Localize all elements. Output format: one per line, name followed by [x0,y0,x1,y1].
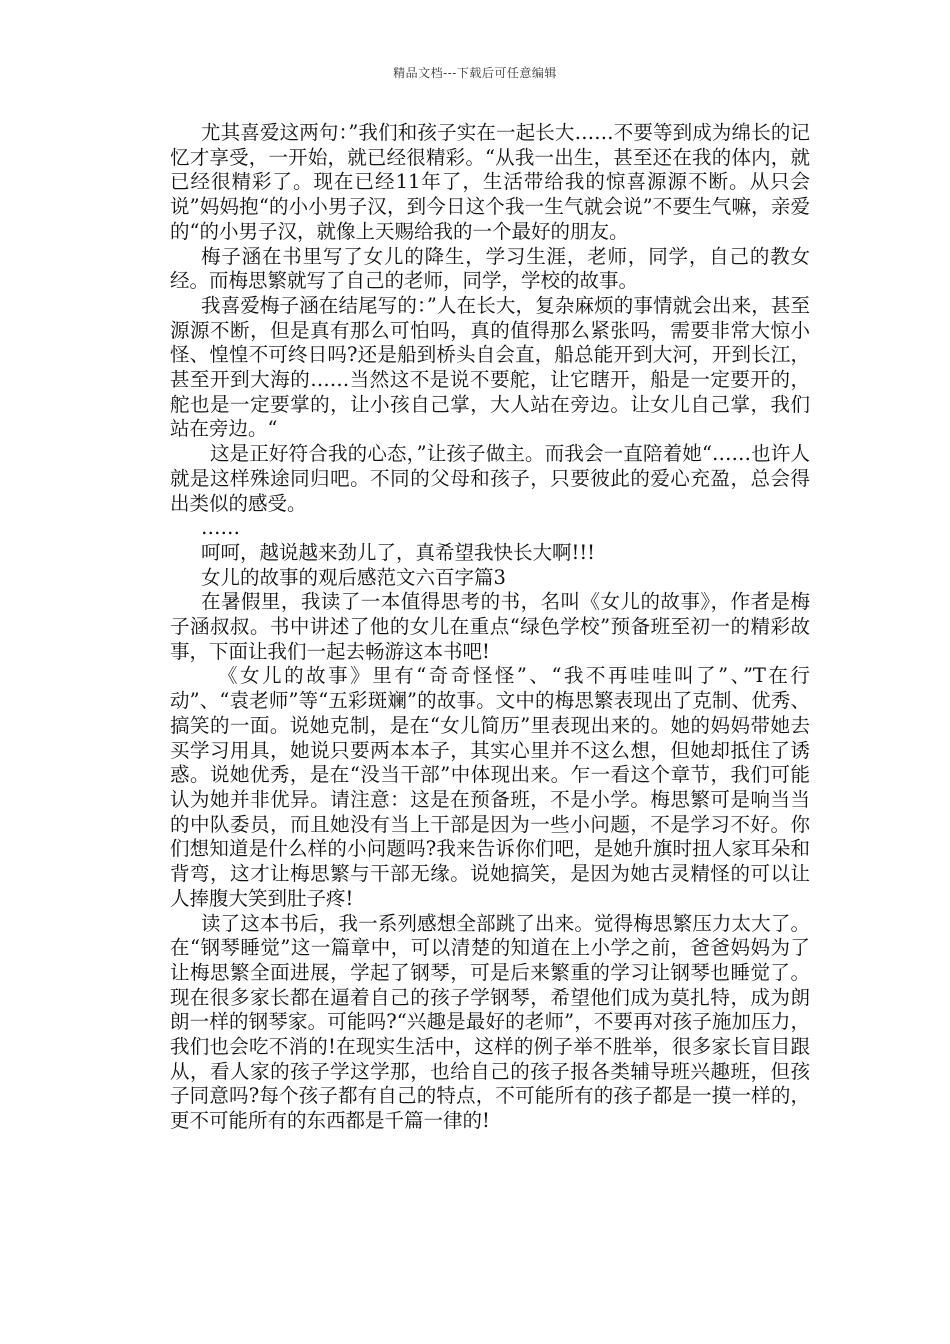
paragraph: 读了这本书后，我一系列感想全部跳了出来。觉得梅思繁压力太大了。在“钢琴睡觉”这一篇章中，可以清楚的知道在上小学之前，爸爸妈妈为了让梅思繁全面进展，学起了钢琴，可是后来繁重的学习让钢琴也睡觉了。现在很多家长都在逼着自己的孩子学钢琴，希望他们成为莫扎特，成为朗朗一样的钢琴家。可能吗?“兴趣是最好的老师”，不要再对孩子施加压力，我们也会吃不消的!在现实生活中，这样的例子举不胜举，很多家长盲目跟从，看人家的孩子学这学那，也给自己的孩子报各类辅导班兴趣班，但孩子同意吗?每个孩子都有自己的特点，不可能所有的孩子都是一摸一样的，更不可能所有的东西都是千篇一律的! [170,911,810,1133]
page-header: 精品文档---下载后可任意编辑 [393,66,557,80]
paragraph: 这是正好符合我的心态，”让孩子做主。而我会一直陪着她“……也许人就是这样殊途同归吧。不同的父母和孩子，只要彼此的爱心充盈，总会得出类似的感受。 [170,442,810,515]
document-body [170,121,810,1134]
paragraph: 梅子涵在书里写了女儿的降生，学习生涯，老师，同学，自己的教女经。而梅思繁就写了自己的老师，同学，学校的故事。 [170,244,810,293]
ellipsis-line: …… [201,516,240,540]
paragraph: 在暑假里，我读了一本值得思考的书，名叫《女儿的故事》，作者是梅子涵叔叔。书中讲述了他的女儿在重点“绿色学校”预备班至初一的精彩故事，下面让我们一起去畅游这本书吧! [170,590,810,663]
section-heading: 女儿的故事的观后感范文六百字篇3 [201,565,506,589]
paragraph: 尤其喜爱这两句：”我们和孩子实在一起长大……不要等到成为绵长的记忆才享受，一开始，就已经很精彩。“从我一出生，甚至还在我的体内，就已经很精彩了。现在已经11年了，生活带给我的惊喜源源不断。从只会说”妈妈抱“的小小男子汉，到今日这个我一生气就会说”不要生气嘛，亲爱的“的小男子汉，就像上天赐给我的一个最好的朋友。 [170,121,810,243]
paragraph: 《女儿的故事》里有“奇奇怪怪”、“我不再哇哇叫了”、”T在行动”、“袁老师”等“五彩斑斓”的故事。文中的梅思繁表现出了克制、优秀、搞笑的一面。说她克制，是在“女儿简历”里表现出来的。她的妈妈带她去买学习用具，她说只要两本本子，其实心里并不这么想，但她却抵住了诱惑。说她优秀，是在“没当干部”中体现出来。乍一看这个章节，我们可能认为她并非优异。请注意：这是在预备班，不是小学。梅思繁可是响当当的中队委员，而且她没有当上干部是因为一些小问题，不是学习不好。你们想知道是什么样的小问题吗?我来告诉你们吧，是她升旗时扭人家耳朵和背弯，这才让梅思繁与干部无缘。说她搞笑，是因为她古灵精怪的可以让人捧腹大笑到肚子疼! [170,664,810,910]
paragraph: 呵呵，越说越来劲儿了，真希望我快长大啊!!! [201,540,596,564]
paragraph: 我喜爱梅子涵在结尾写的：”人在长大，复杂麻烦的事情就会出来，甚至源源不断，但是真有那么可怕吗，真的值得那么紧张吗，需要非常大惊小怪、惶惶不可终日吗?还是船到桥头自会直，船总能开到大河，开到长江，甚至开到大海的……当然这不是说不要舵，让它瞎开，船是一定要开的，舵也是一定要掌的，让小孩自己掌，大人站在旁边。让女儿自己掌，我们站在旁边。“ [170,293,810,441]
